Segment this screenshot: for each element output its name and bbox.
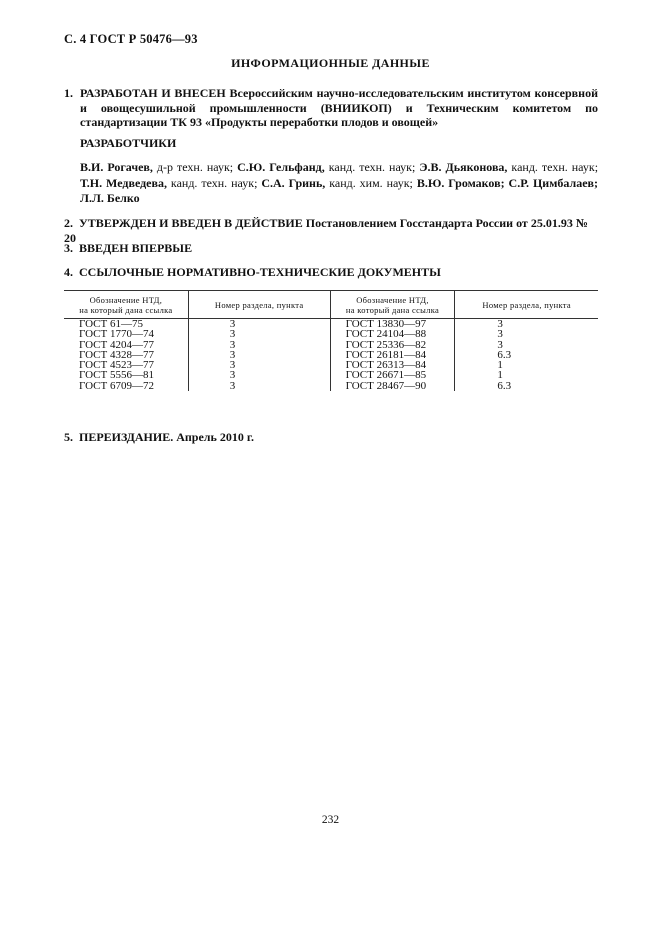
doc-cell: ГОСТ 26181—84 [330, 350, 455, 360]
page-header: С. 4 ГОСТ Р 50476—93 [64, 32, 198, 46]
section-cell: 3 [188, 319, 330, 330]
doc-cell: ГОСТ 4328—77 [79, 348, 154, 361]
section-cell: 6.3 [455, 350, 598, 360]
section-cell: 3 [455, 329, 598, 339]
header-section-number: Номер раздела, пункта [455, 291, 598, 319]
section-cell: 3 [455, 319, 598, 330]
section-5 [64, 430, 598, 445]
doc-cell: ГОСТ 6709—72 [79, 379, 154, 392]
doc-cell: ГОСТ 61—75 [79, 318, 143, 330]
developer-degree: канд. техн. наук; [170, 175, 258, 190]
doc-cell: ГОСТ 13830—97 [330, 319, 455, 330]
page-number: 232 [321, 814, 340, 826]
doc-cell: ГОСТ 25336—82 [330, 340, 455, 350]
section-5-number: 5. [64, 430, 73, 444]
developer-degree: канд. техн. наук; [511, 160, 599, 174]
header-doc-line1: Обозначение НТД, [89, 295, 163, 305]
table-row [64, 381, 598, 391]
header-doc-line2: на который дана ссылка [345, 305, 440, 315]
section-1-text: РАЗРАБОТАН И ВНЕСЕН Всероссийским научно-исследовательским институтом консервной и овощесушильной промышленности (ВНИИКОП) и Техническим комитетом по стандартизации ТК 93 «Продукты переработки плодов и овощей» [80, 86, 598, 129]
section-1-number: 1. [64, 86, 73, 100]
doc-cell: ГОСТ 4523—77 [79, 359, 154, 372]
doc-cell: ГОСТ 1770—74 [79, 328, 154, 341]
section-2-number: 2. [64, 216, 73, 230]
developers-title: РАЗРАБОТЧИКИ [80, 136, 177, 150]
developer-name: Т.Н. Медведева, [80, 175, 167, 190]
developer-degree: д-р техн. наук; [156, 160, 234, 174]
doc-cell: ГОСТ 28467—90 [330, 381, 455, 391]
developers-list [80, 160, 598, 207]
section-4 [64, 265, 598, 280]
section-4-text: ССЫЛОЧНЫЕ НОРМАТИВНО-ТЕХНИЧЕСКИЕ ДОКУМЕНТЫ [79, 265, 441, 279]
developer-name: С.А. Гринь, [261, 175, 326, 190]
header-doc-designation [330, 291, 455, 319]
section-5-text: ПЕРЕИЗДАНИЕ. Апрель 2010 г. [79, 430, 254, 444]
section-3-text: ВВЕДЕН ВПЕРВЫЕ [79, 241, 193, 255]
developer-name: В.И. Рогачев, [80, 160, 153, 174]
doc-cell: ГОСТ 26313—84 [330, 360, 455, 370]
header-section-number: Номер раздела, пункта [188, 291, 330, 319]
section-cell: 3 [188, 370, 330, 380]
header-doc-designation [64, 291, 188, 319]
developer-name: Э.В. Дьяконова, [419, 160, 508, 174]
reference-documents-table [64, 290, 598, 391]
doc-cell: ГОСТ 4204—77 [79, 338, 154, 351]
developer-name: С.Ю. Гельфанд, [237, 160, 325, 174]
developer-name: Л.Л. Белко [80, 191, 140, 205]
header-doc-line2: на который дана ссылка [79, 305, 173, 315]
section-1 [64, 86, 598, 129]
section-cell: 1 [455, 370, 598, 380]
doc-cell: ГОСТ 5556—81 [79, 369, 154, 382]
section-cell: 3 [188, 340, 330, 350]
section-cell: 3 [188, 329, 330, 339]
section-cell: 3 [188, 381, 330, 391]
section-3-number: 3. [64, 241, 73, 255]
section-3 [64, 241, 598, 256]
page-title: ИНФОРМАЦИОННЫЕ ДАННЫЕ [231, 56, 430, 70]
developer-name: В.Ю. Громаков; [416, 175, 505, 190]
section-cell: 1 [455, 360, 598, 370]
section-cell: 3 [188, 360, 330, 370]
table-header-row [64, 291, 598, 319]
section-cell: 6.3 [455, 381, 598, 391]
developer-degree: канд. техн. наук; [328, 160, 416, 174]
developer-degree: канд. хим. наук; [329, 175, 413, 190]
developer-name: С.Р. Цимбалаев; [508, 175, 599, 190]
section-cell: 3 [188, 350, 330, 360]
doc-cell: ГОСТ 26671—85 [330, 370, 455, 380]
section-2-text: УТВЕРЖДЕН И ВВЕДЕН В ДЕЙСТВИЕ Постановлением Госстандарта России от 25.01.93 № 20 [64, 216, 588, 245]
section-4-number: 4. [64, 265, 73, 279]
section-cell: 3 [455, 340, 598, 350]
header-doc-line1: Обозначение НТД, [356, 295, 429, 305]
doc-cell: ГОСТ 24104—88 [330, 329, 455, 339]
